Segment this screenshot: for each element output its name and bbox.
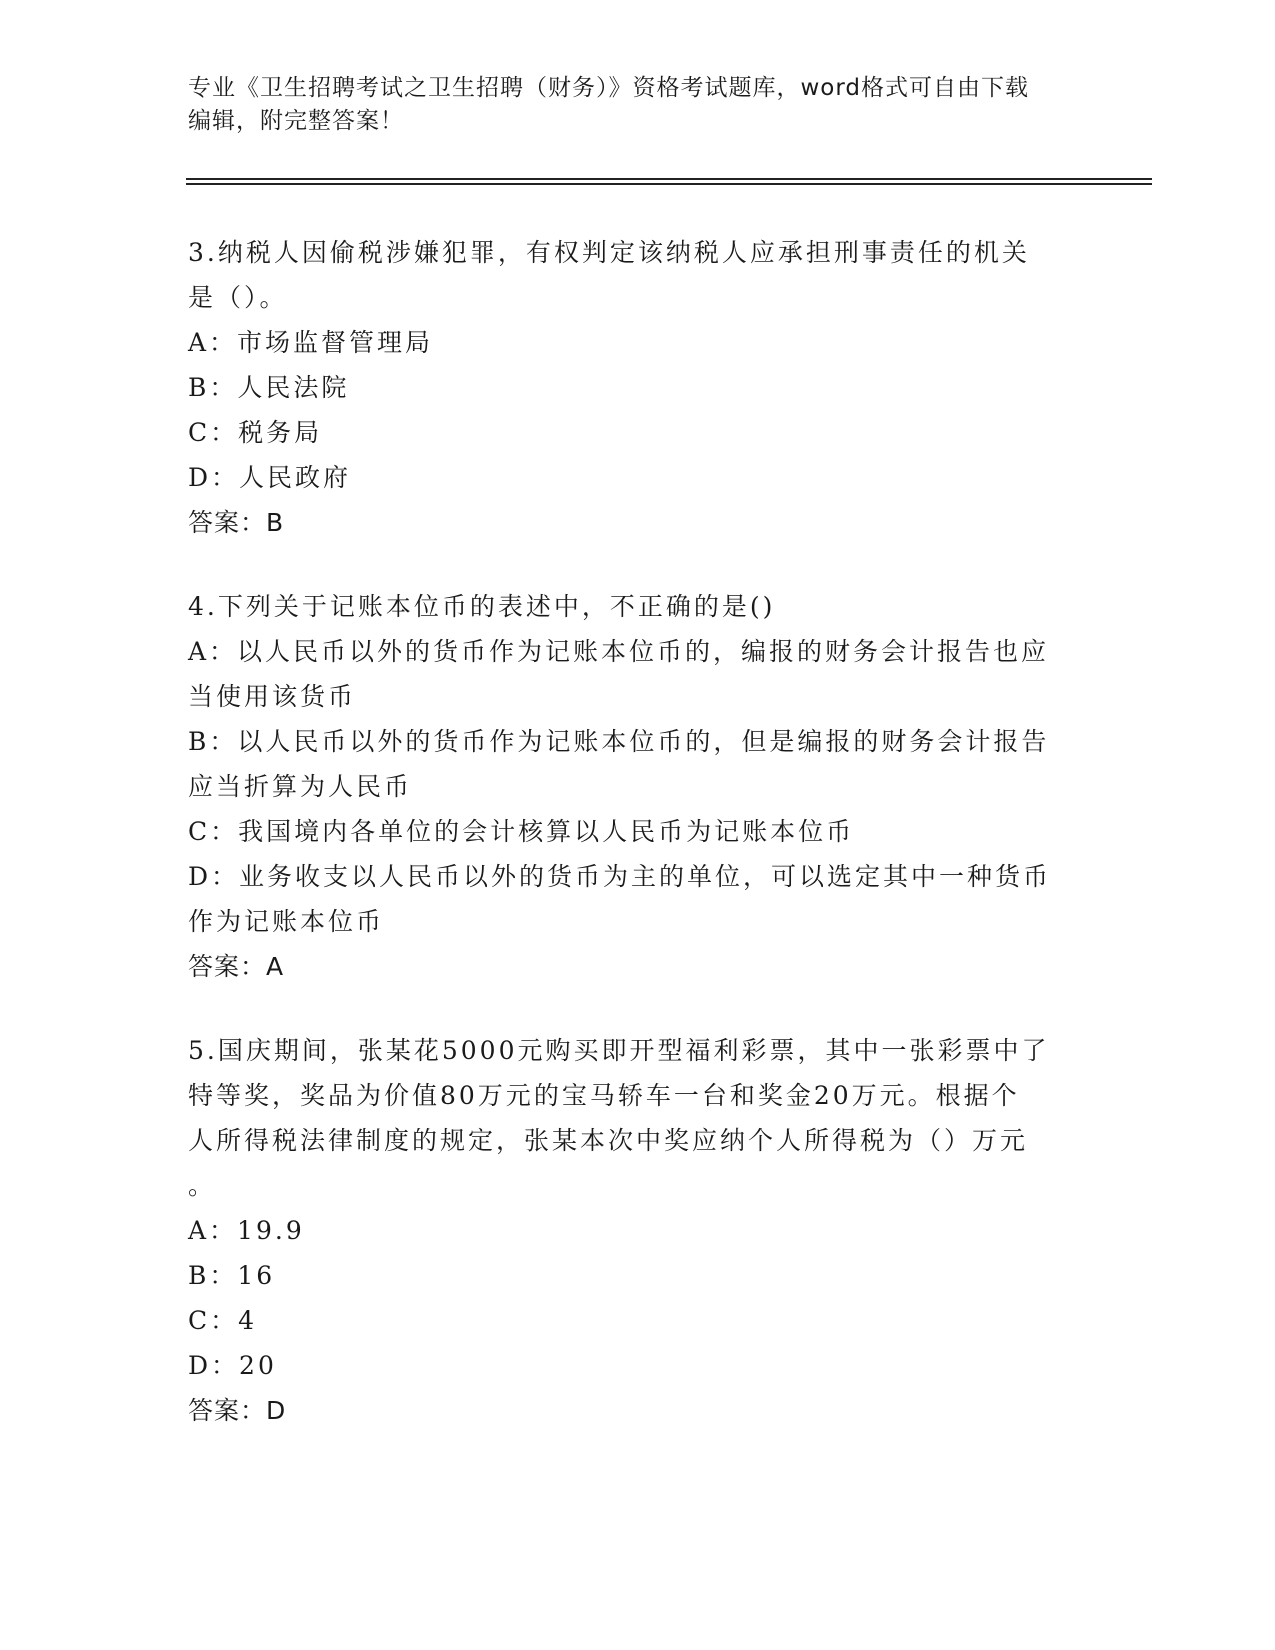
option-c: C：税务局 (188, 418, 323, 447)
question-stem-line: 是（）。 (188, 283, 288, 312)
header-line-1: 专业《卫生招聘考试之卫生招聘（财务）》资格考试题库，word格式可自由下载 (188, 75, 1030, 101)
question-stem-line: 特等奖，奖品为价值80万元的宝马轿车一台和奖金20万元。根据个 (188, 1081, 1020, 1110)
question-stem-line: 4.下列关于记账本位币的表述中，不正确的是() (188, 592, 776, 621)
question-stem-line: 。 (188, 1171, 217, 1200)
option-d-continued: 作为记账本位币 (188, 907, 385, 936)
question-4 (188, 584, 1078, 989)
header-rule-top (186, 178, 1152, 180)
question-stem-line: 3.纳税人因偷税涉嫌犯罪，有权判定该纳税人应承担刑事责任的机关 (188, 238, 1030, 267)
header-line-2: 编辑，附完整答案！ (188, 108, 404, 134)
answer: 答案：A (188, 952, 285, 981)
option-b: B：以人民币以外的货币作为记账本位币的，但是编报的财务会计报告 (188, 727, 1050, 756)
option-d: D：20 (188, 1351, 277, 1380)
header-rule-bottom (186, 183, 1152, 185)
option-b-continued: 应当折算为人民币 (188, 772, 413, 801)
question-3 (188, 230, 1078, 545)
option-c: C：我国境内各单位的会计核算以人民币为记账本位币 (188, 817, 855, 846)
option-c: C：4 (188, 1306, 258, 1335)
question-stem-line: 人所得税法律制度的规定，张某本次中奖应纳个人所得税为（）万元 (188, 1126, 1029, 1155)
option-d: D：业务收支以人民币以外的货币为主的单位，可以选定其中一种货币 (188, 862, 1052, 891)
option-d: D：人民政府 (188, 463, 352, 492)
option-b: B：人民法院 (188, 373, 350, 402)
option-b: B：16 (188, 1261, 276, 1290)
option-a: A：以人民币以外的货币作为记账本位币的，编报的财务会计报告也应 (188, 637, 1050, 666)
option-a: A：市场监督管理局 (188, 328, 434, 357)
option-a: A：19.9 (188, 1216, 305, 1245)
option-a-continued: 当使用该货币 (188, 682, 357, 711)
question-stem-line: 5.国庆期间，张某花5000元购买即开型福利彩票，其中一张彩票中了 (188, 1036, 1050, 1065)
document-header (188, 72, 1068, 138)
question-5 (188, 1028, 1078, 1433)
answer: 答案：B (188, 508, 285, 537)
answer: 答案：D (188, 1396, 287, 1425)
question-list (188, 230, 1078, 1472)
